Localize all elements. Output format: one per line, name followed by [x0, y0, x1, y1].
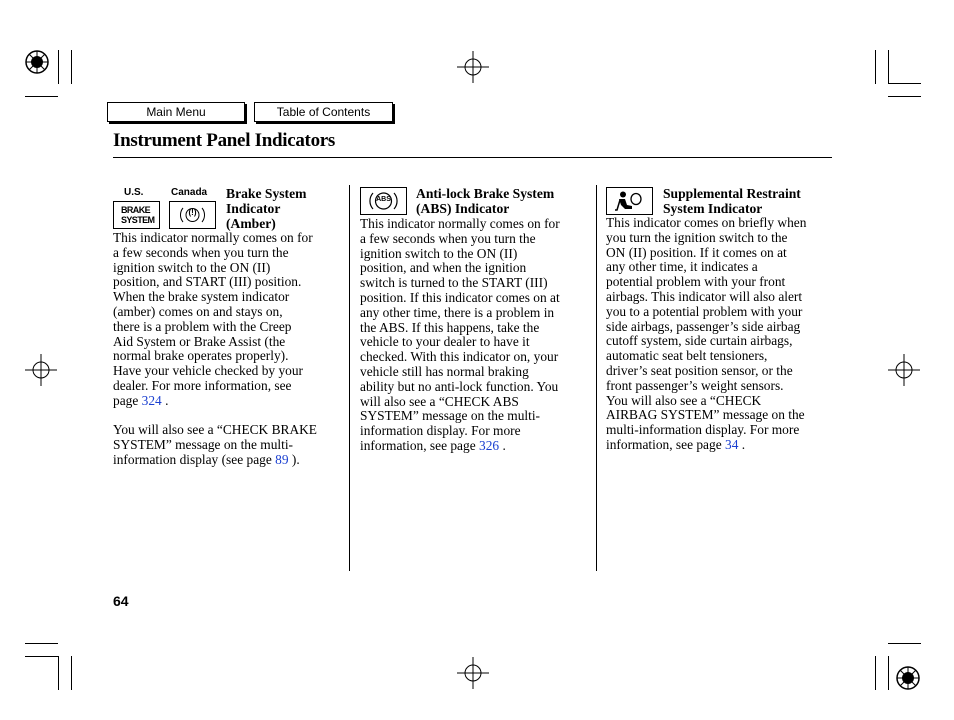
registration-starburst-icon [897, 667, 919, 689]
body-line: ability but no anti-lock function. You [360, 378, 559, 394]
page-ref-suffix: . [738, 436, 746, 452]
crosshair-icon [25, 354, 57, 386]
page-ref-prefix: information, see page [606, 436, 725, 452]
body-line [606, 438, 838, 453]
crosshair-icon [457, 657, 489, 689]
column-divider [349, 185, 350, 571]
body-line: ignition switch to the ON (II) [360, 245, 518, 261]
abs-heading [416, 187, 591, 217]
abs-warning-icon [360, 187, 407, 215]
body-line: dealer. For more information, see [113, 377, 292, 393]
page-324-link[interactable]: 324 [141, 392, 162, 408]
body-line: multi-information display. For more [606, 422, 800, 438]
heading-line: Indicator [226, 200, 281, 216]
body-line: AIRBAG SYSTEM” message on the [606, 407, 805, 423]
body-line: vehicle to your dealer to have it [360, 334, 530, 350]
column-divider [596, 185, 597, 571]
body-line: any other time, it indicates a [606, 259, 758, 275]
body-line: ignition switch to the ON (II) [113, 259, 271, 275]
body-line: position, and START (III) position. [113, 274, 302, 290]
body-line: Aid System or Brake Assist (the [113, 333, 286, 349]
body-line: information display. For more [360, 423, 521, 439]
body-line: position, and when the ignition [360, 260, 527, 276]
body-line: airbags. This indicator will also alert [606, 288, 803, 304]
brake-system-heading [226, 187, 346, 231]
table-of-contents-button[interactable]: Table of Contents [254, 102, 393, 122]
brake-system-text-icon [113, 201, 160, 229]
body-line: (amber) comes on and stays on, [113, 303, 283, 319]
icon-text-bottom: SYSTEM [121, 215, 155, 225]
body-line: SYSTEM” message on the multi- [113, 437, 294, 453]
brake-warning-icon [169, 201, 216, 229]
heading-line: Supplemental Restraint [663, 186, 801, 201]
body-line: a few seconds when you turn the [113, 244, 289, 260]
body-line: any other time, there is a problem in [360, 304, 555, 320]
srs-body [606, 216, 838, 453]
body-line: ON (II) position. If it comes on at [606, 244, 787, 260]
abs-body [360, 217, 592, 454]
icon-text: ABS [376, 196, 391, 203]
body-line: Have your vehicle checked by your [113, 363, 303, 379]
body-line: normal brake operates properly). [113, 348, 289, 364]
registration-starburst-icon [26, 51, 48, 73]
page-89-link[interactable]: 89 [275, 451, 289, 467]
heading-line: (Amber) [226, 215, 276, 231]
body-line: cutoff system, side curtain airbags, [606, 333, 793, 349]
body-line: You will also see a “CHECK BRAKE [113, 422, 317, 438]
page-ref-prefix: information, see page [360, 437, 479, 453]
body-line: there is a problem with the Creep [113, 318, 292, 334]
icon-text: (!) [188, 208, 197, 217]
body-line: will also see a “CHECK ABS [360, 393, 519, 409]
airbag-warning-icon [606, 187, 653, 215]
body-line: position. If this indicator comes on at [360, 289, 560, 305]
srs-heading [663, 187, 838, 217]
body-line: front passenger’s weight sensors. [606, 377, 784, 393]
body-line: When the brake system indicator [113, 289, 290, 305]
body-line: This indicator normally comes on for [113, 230, 313, 245]
body-line: a few seconds when you turn the [360, 230, 536, 246]
body-line: automatic seat belt tensioners, [606, 348, 768, 364]
brake-system-body [113, 231, 345, 468]
icon-text-top: BRAKE [121, 205, 151, 215]
title-divider [113, 157, 832, 158]
page-ref-prefix: information display (see page [113, 451, 276, 467]
page-ref-prefix: page [113, 392, 142, 408]
heading-line: Brake System [226, 186, 307, 201]
body-line: driver’s seat position sensor, or the [606, 362, 793, 378]
page-ref-suffix: . [499, 437, 506, 453]
heading-line: System Indicator [663, 200, 763, 216]
body-line: SYSTEM” message on the multi- [360, 408, 541, 424]
page-ref-suffix: ). [288, 451, 300, 467]
body-line: you turn the ignition switch to the [606, 229, 788, 245]
body-line: This indicator normally comes on for [360, 216, 560, 231]
body-line: side airbags, passenger’s side airbag [606, 318, 801, 334]
body-line: This indicator comes on briefly when [606, 215, 807, 230]
body-line: switch is turned to the START (III) [360, 275, 548, 291]
body-line: vehicle still has normal braking [360, 363, 529, 379]
body-line [360, 439, 592, 454]
body-line: potential problem with your front [606, 274, 786, 290]
body-line [113, 453, 345, 468]
body-line [113, 394, 345, 409]
body-line: checked. With this indicator on, your [360, 349, 559, 365]
us-label: U.S. [124, 187, 144, 198]
page-326-link[interactable]: 326 [479, 437, 500, 453]
page-34-link[interactable]: 34 [725, 436, 739, 452]
heading-line: (ABS) Indicator [416, 200, 510, 216]
page-title: Instrument Panel Indicators [113, 130, 336, 151]
body-line: You will also see a “CHECK [606, 392, 762, 408]
page-ref-suffix: . [161, 392, 169, 408]
body-line: you to a potential problem with your [606, 303, 803, 319]
main-menu-button[interactable]: Main Menu [107, 102, 245, 122]
body-line: the ABS. If this happens, take the [360, 319, 540, 335]
crosshair-icon [457, 51, 489, 83]
page-number: 64 [113, 593, 129, 609]
canada-label: Canada [171, 187, 208, 198]
crosshair-icon [888, 354, 920, 386]
heading-line: Anti-lock Brake System [416, 186, 555, 201]
